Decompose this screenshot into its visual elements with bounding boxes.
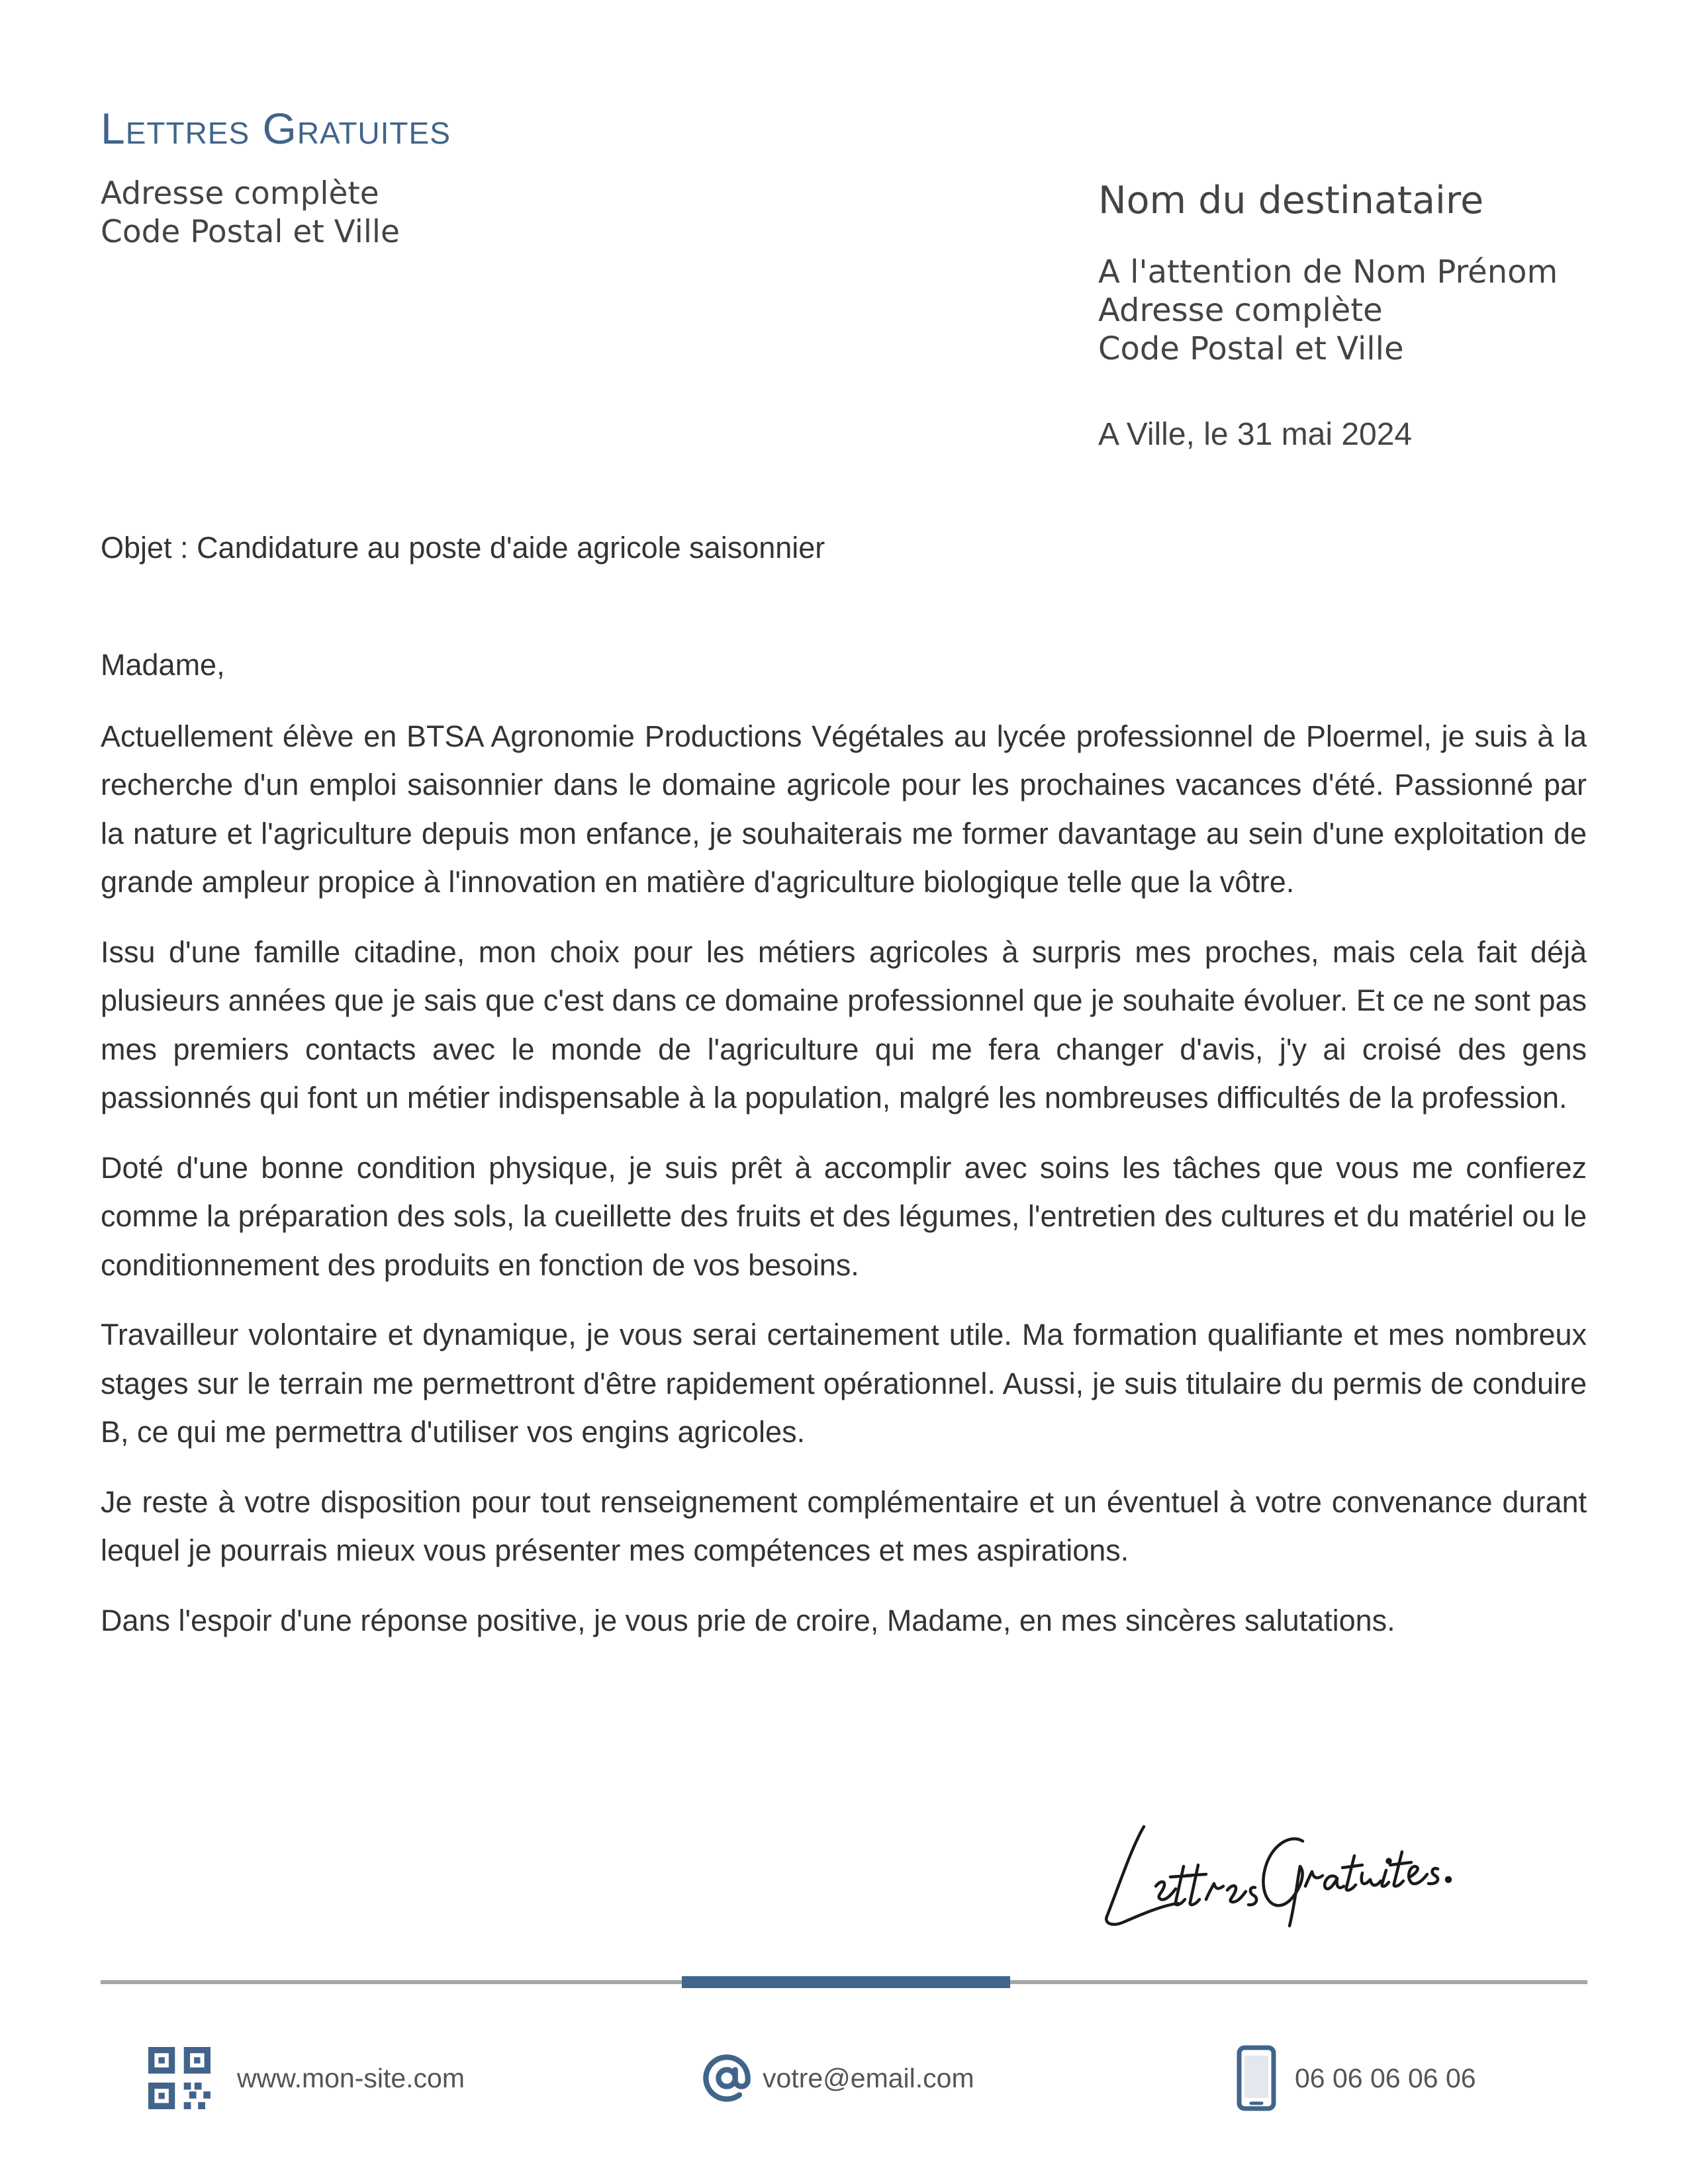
recipient-block: [1098, 177, 1628, 454]
recipient-address-line2: Code Postal et Ville: [1098, 330, 1404, 367]
footer-email: [702, 2045, 974, 2111]
recipient-attention: A l'attention de Nom Prénom: [1098, 253, 1558, 291]
footer-phone: [1237, 2045, 1476, 2111]
footer-website-text: www.mon-site.com: [237, 2062, 465, 2093]
sender-address: [101, 175, 400, 251]
paragraph-4: Travailleur volontaire et dynamique, je vous serai certainement utile. Ma formation qualifiante et mes nombreux stages sur le terrain me permettront d'être rapidement opérationnel. Aussi, je suis titulaire du permis de conduire B, ce qui me permettra d'utiliser vos engins agricoles.: [101, 1318, 1587, 1449]
letter-body: [101, 641, 1587, 1666]
footer-phone-text: 06 06 06 06 06: [1295, 2062, 1476, 2093]
footer-website: [148, 2045, 465, 2111]
sender-address-line2: Code Postal et Ville: [101, 214, 400, 250]
at-sign-icon: [702, 2053, 752, 2103]
sender-name: Lettres Gratuites: [101, 104, 451, 153]
smartphone-icon: [1237, 2045, 1276, 2111]
letter-date: A Ville, le 31 mai 2024: [1098, 417, 1413, 452]
letter-subject: Objet : Candidature au poste d'aide agricole saisonnier: [101, 531, 825, 565]
greeting: Madame,: [101, 648, 225, 682]
footer-divider-accent: [682, 1976, 1010, 1988]
paragraph-3: Doté d'une bonne condition physique, je suis prêt à accomplir avec soins les tâches que vous me confierez comme la préparation des sols, la cueillette des fruits et des légumes, l'entretien des cultures et du matériel ou le conditionnement des produits en fonction de vos besoins.: [101, 1150, 1587, 1282]
handwritten-signature: [1092, 1787, 1463, 1939]
sender-address-line1: Adresse complète: [101, 175, 379, 212]
paragraph-5: Je reste à votre disposition pour tout renseignement complémentaire et un éventuel à votre convenance durant lequel je pourrais mieux vous présenter mes compétences et mes aspirations.: [101, 1484, 1587, 1567]
recipient-name: Nom du destinataire: [1098, 179, 1484, 222]
paragraph-6: Dans l'espoir d'une réponse positive, je vous prie de croire, Madame, en mes sincères salutations.: [101, 1603, 1395, 1637]
footer-email-text: votre@email.com: [763, 2062, 974, 2093]
paragraph-2: Issu d'une famille citadine, mon choix pour les métiers agricoles à surpris mes proches, mais cela fait déjà plusieurs années que je sais que c'est dans ce domaine professionnel que je souhaite évoluer. Et ce ne sont pas mes premiers contacts avec le monde de l'agriculture qui me fera changer d'avis, j'y ai croisé des gens passionnés qui font un métier indispensable à la population, malgré les nombreuses difficultés de la profession.: [101, 934, 1587, 1115]
qr-code-icon: [148, 2047, 211, 2109]
recipient-address: [1098, 253, 1628, 368]
recipient-address-line1: Adresse complète: [1098, 292, 1383, 329]
paragraph-1: Actuellement élève en BTSA Agronomie Productions Végétales au lycée professionnel de Ploermel, je suis à la recherche d'un emploi saisonnier dans le domaine agricole pour les prochaines vacances d'été. Passionné par la nature et l'agriculture depuis mon enfance, je souhaiterais me former davantage au sein d'une exploitation de grande ampleur propice à l'innovation en matière d'agriculture biologique telle que la vôtre.: [101, 719, 1587, 899]
